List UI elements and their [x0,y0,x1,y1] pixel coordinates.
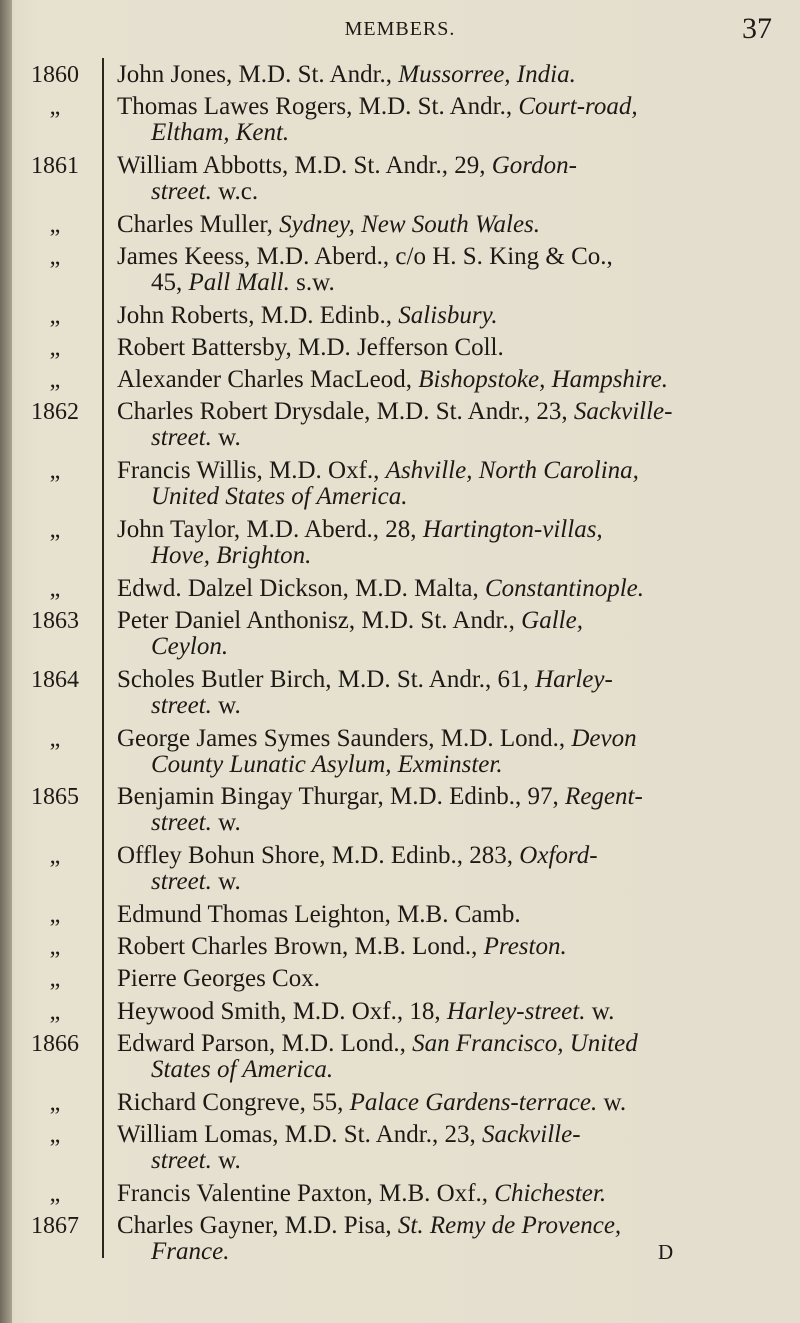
election-year: „ [49,966,61,993]
election-year: „ [49,934,61,961]
entry-line [117,608,789,634]
address-italic: Court-road, [518,93,638,121]
entry-text: William Abbotts, M.D. St. Andr., 29, [117,152,492,179]
entry-text: Charles Muller, [117,210,280,238]
address-italic: Oxford- [519,842,598,870]
address-italic: street. [151,868,212,896]
entry-line [117,934,789,960]
entry-line [117,966,789,992]
entry-line [117,303,789,329]
page-header [0,12,800,52]
election-year: „ [49,517,61,543]
entry-line [117,62,789,88]
address-italic: street. [151,178,212,205]
address-italic: Pall Mall. [188,269,290,296]
entry-line [117,1213,789,1239]
entry-text: Charles Gayner, M.D. Pisa, [117,1211,398,1239]
entry-line [117,517,789,543]
entry-text: Scholes Butler Birch, M.D. St. Andr., 61, [117,665,536,693]
member-text [117,303,789,329]
entry-continuation-line [117,752,789,778]
entry-continuation-line [117,634,789,660]
entry-line [117,1122,789,1148]
entry-text: John Taylor, M.D. Aberd., 28, [117,516,423,543]
entry-line [117,667,789,693]
address-italic: Preston. [483,933,567,961]
entry-text: Benjamin Bingay Thurgar, M.D. Edinb., 97, [117,783,566,811]
address-italic: San Francisco, United [412,1029,638,1057]
address-italic: Devon [571,724,637,752]
entry-text: w. [211,1146,241,1174]
member-text [117,576,789,602]
election-year: „ [49,1180,61,1207]
election-year: „ [49,725,61,752]
entry-text: John Jones, M.D. St. Andr., [117,61,399,88]
address-italic: Palace Gardens-terrace. [349,1088,598,1116]
election-year: 1860 [31,62,79,88]
election-year: „ [49,367,61,394]
member-text [117,608,789,660]
election-year: „ [49,335,61,361]
entry-text: w.c. [211,178,259,205]
member-text [117,94,789,146]
entry-line [117,399,789,425]
entry-text: John Roberts, M.D. Edinb., [117,301,399,329]
member-text [117,726,789,778]
entry-text: Thomas Lawes Rogers, M.D. St. Andr., [117,93,519,121]
election-year: „ [49,458,61,485]
address-italic: Gordon- [491,152,577,179]
member-text [117,1213,789,1265]
entry-text: Francis Valentine Paxton, M.B. Oxf., [117,1179,495,1207]
election-year: „ [49,1089,61,1116]
member-text [117,667,789,719]
entry-text: Pierre Georges Cox. [117,965,320,993]
entry-continuation-line [117,179,789,205]
address-italic: Harley-street. [446,997,586,1025]
entry-text: Charles Robert Drysdale, M.D. St. Andr., 23, [117,398,574,426]
member-text [117,1031,789,1083]
entry-text: s.w. [289,269,335,296]
address-italic: States of America. [151,1055,334,1083]
address-italic: Hove, Brighton. [151,542,312,569]
member-text [117,458,789,510]
entry-line [117,244,789,270]
entry-text: Robert Charles Brown, M.B. Lond., [117,933,484,961]
entry-line [117,902,789,928]
page-number: 37 [742,12,772,45]
election-year: 1867 [31,1212,79,1239]
entry-text: w. [597,1088,627,1116]
entry-text: Heywood Smith, M.D. Oxf., 18, [117,997,447,1025]
entry-text: Robert Battersby, M.D. Jefferson Coll. [117,334,504,361]
entry-line [117,458,789,484]
member-text [117,153,789,205]
election-year: „ [49,302,61,329]
member-text [117,335,789,361]
address-italic: street. [151,424,212,452]
address-italic: St. Remy de Provence, [397,1211,622,1239]
election-year: 1865 [31,784,79,811]
signature-mark: D [658,1240,674,1264]
address-italic: County Lunatic Asylum, Exminster. [151,750,503,778]
entry-text: Peter Daniel Anthonisz, M.D. St. Andr., [117,607,522,634]
member-text [117,1090,789,1116]
entry-text: Edward Parson, M.D. Lond., [117,1029,413,1057]
address-italic: street. [151,1146,212,1174]
election-year: „ [49,211,61,238]
election-year: „ [49,1121,61,1148]
entry-text: w. [211,691,241,719]
election-year: „ [49,575,61,602]
member-text [117,212,789,238]
election-year: „ [49,902,61,928]
entry-line [117,212,789,238]
entry-text: William Lomas, M.D. St. Andr., 23, [117,1120,482,1148]
entry-text: Offley Bohun Shore, M.D. Edinb., 283, [117,842,520,870]
election-year: 1863 [31,608,79,634]
entry-line [117,94,789,120]
election-year: 1866 [31,1030,79,1057]
address-italic: Sackville- [481,1120,581,1148]
entry-line [117,843,789,869]
member-text [117,1181,789,1207]
election-year: 1861 [31,153,79,179]
address-italic: Hartington-villas, [422,516,603,543]
address-italic: street. [151,809,212,837]
election-year: „ [49,244,61,270]
address-italic: street. [151,691,212,719]
entry-continuation-line [117,1239,789,1265]
entry-continuation-line [117,1057,789,1083]
member-text [117,367,789,393]
address-italic: Ceylon. [151,633,229,660]
member-text [117,1122,789,1174]
election-year: „ [49,843,61,870]
entry-line [117,1090,789,1116]
address-italic: Salisbury. [398,301,498,329]
entry-text: Edwd. Dalzel Dickson, M.D. Malta, [117,574,485,602]
election-year: „ [49,998,61,1025]
member-text [117,517,789,569]
member-text [117,902,789,928]
member-text [117,843,789,895]
entry-continuation-line [117,869,789,895]
entry-line [117,153,789,179]
entry-text: Francis Willis, M.D. Oxf., [117,457,386,485]
member-text [117,999,789,1025]
entry-text: w. [211,424,241,452]
address-italic: Regent- [565,783,643,811]
entry-line [117,335,789,361]
entry-line [117,1031,789,1057]
entry-continuation-line [117,484,789,510]
running-head: MEMBERS. [344,18,456,40]
entry-line [117,367,789,393]
address-italic: Harley- [535,665,613,693]
address-italic: United States of America. [151,483,408,511]
entry-line [117,576,789,602]
member-text [117,399,789,451]
address-italic: Mussorree, India. [398,61,576,88]
address-italic: Eltham, Kent. [151,119,290,147]
member-text [117,934,789,960]
member-text [117,244,789,296]
year-column-rule [102,58,104,1258]
entry-continuation-line [117,543,789,569]
address-italic: France. [151,1237,230,1265]
entry-continuation-line [117,120,789,146]
entry-continuation-line [117,270,789,296]
binding-edge [0,0,12,1323]
member-text [117,62,789,88]
address-italic: Chichester. [494,1179,607,1207]
entry-text: George James Symes Saunders, M.D. Lond., [117,724,572,752]
entry-text: Richard Congreve, 55, [117,1088,350,1116]
entry-text: 45, [151,269,189,296]
election-year: 1864 [31,666,79,693]
entry-text: w. [585,997,615,1025]
entry-text: Alexander Charles MacLeod, [117,366,419,394]
entry-line [117,784,789,810]
entry-text: w. [211,868,241,896]
address-italic: Sydney, New South Wales. [279,210,541,238]
entry-continuation-line [117,693,789,719]
election-year: 1862 [31,399,79,426]
entry-line [117,726,789,752]
entry-text: Edmund Thomas Leighton, M.B. Camb. [117,901,521,928]
entry-line [117,1181,789,1207]
address-italic: Bishopstoke, Hampshire. [418,366,669,394]
election-year: „ [49,94,61,121]
address-italic: Ashville, North Carolina, [385,457,639,485]
entry-text: w. [211,809,241,837]
member-text [117,966,789,992]
address-italic: Sackville- [573,398,673,426]
entry-continuation-line [117,1148,789,1174]
entry-continuation-line [117,810,789,836]
entry-line [117,999,789,1025]
entry-continuation-line [117,425,789,451]
member-text [117,784,789,836]
address-italic: Constantinople. [484,574,645,602]
address-italic: Galle, [521,607,583,634]
entry-text: James Keess, M.D. Aberd., c/o H. S. King & Co., [117,243,613,270]
